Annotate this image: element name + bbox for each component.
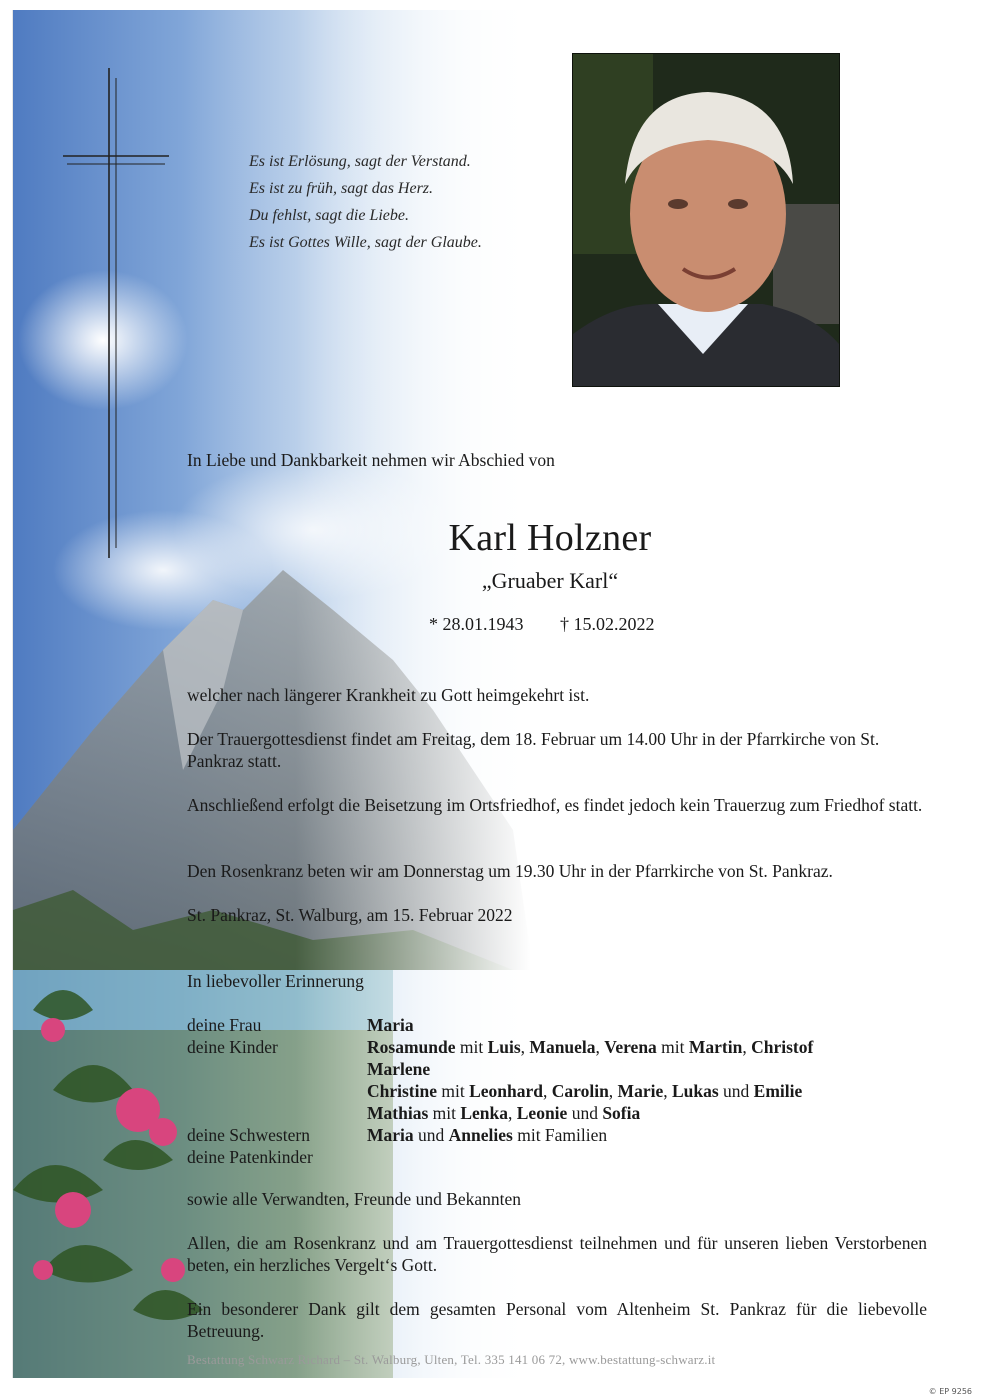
child-name: Christof [751, 1037, 814, 1057]
sister-name: Annelies [448, 1125, 513, 1145]
poem-line: Es ist zu früh, sagt das Herz. [249, 180, 434, 197]
child-name: Mathias [367, 1103, 429, 1123]
grandchild-name: Marie [617, 1081, 664, 1101]
poem-line: Es ist Gottes Wille, sagt der Glaube. [249, 234, 482, 251]
connector: mit [432, 1103, 456, 1123]
connector: und [418, 1125, 445, 1145]
place-and-date: St. Pankraz, St. Walburg, am 15. Februar 2022 [187, 905, 513, 925]
child-name: Christine [367, 1081, 437, 1101]
sisters-label: deine Schwestern [187, 1125, 310, 1145]
funeral-home-footer: Bestattung Schwarz Richard – St. Walburg, Ulten, Tel. 335 141 06 72, www.bestattung-schwarz.it [187, 1352, 716, 1367]
children-label: deine Kinder [187, 1037, 278, 1057]
grandchild-name: Leonie [516, 1103, 568, 1123]
separator: , [543, 1081, 548, 1101]
obituary-card [12, 10, 955, 1378]
grandchild-name: Leonhard [469, 1081, 543, 1101]
grandchild-name: Manuela [529, 1037, 596, 1057]
poem-line: Du fehlst, sagt die Liebe. [249, 207, 409, 224]
separator: , [663, 1081, 668, 1101]
death-date: † 15.02.2022 [560, 614, 655, 634]
deceased-name: Karl Holzner [448, 517, 652, 559]
grandchild-name: Lenka [460, 1103, 508, 1123]
grandchild-name: Sofia [602, 1103, 641, 1123]
intro-text: In Liebe und Dankbarkeit nehmen wir Abschied von [187, 450, 555, 470]
child-name: Rosamunde [367, 1037, 456, 1057]
sister-name: Maria [367, 1125, 414, 1145]
poem-line: Es ist Erlösung, sagt der Verstand. [249, 153, 471, 170]
connector: mit [441, 1081, 465, 1101]
wife-label: deine Frau [187, 1015, 262, 1035]
separator: , [595, 1037, 600, 1057]
separator: , [608, 1081, 614, 1101]
separator: , [520, 1037, 526, 1057]
connector: mit Familien [517, 1125, 608, 1145]
connector: mit [459, 1037, 484, 1057]
grandchild-name: Carolin [551, 1081, 609, 1101]
paragraph-thanks-care-home: Ein besonderer Dank gilt dem gesamten Personal vom Altenheim St. Pankraz für die liebevolle Betreuung. [187, 1299, 927, 1341]
cross-icon [63, 68, 173, 558]
deceased-nickname: „Gruaber Karl“ [481, 568, 619, 593]
connector: mit [661, 1037, 685, 1057]
paragraph-rosary: Den Rosenkranz beten wir am Donnerstag um 19.30 Uhr in der Pfarrkirche von St. Pankraz. [187, 861, 833, 881]
connector: und [571, 1103, 598, 1123]
portrait-photo [573, 54, 839, 386]
partner-name: Martin [688, 1037, 743, 1057]
grandchild-name: Lukas [671, 1081, 719, 1101]
life-dates [429, 614, 655, 635]
grandchild-name: Emilie [753, 1081, 803, 1101]
print-code: © EP 9256 [928, 1387, 972, 1396]
in-loving-memory: In liebevoller Erinnerung [187, 971, 364, 991]
godchildren-label: deine Patenkinder [187, 1147, 313, 1167]
connector: und [723, 1081, 750, 1101]
child-name: Verena [604, 1037, 657, 1057]
paragraph-funeral-service: Der Trauergottesdienst findet am Freitag, dem 18. Februar um 14.00 Uhr in der Pfarrkirche von St. Pankraz statt. [187, 729, 880, 771]
other-mourners: sowie alle Verwandten, Freunde und Bekannten [187, 1189, 522, 1209]
paragraph-return-to-god: welcher nach längerer Krankheit zu Gott heimgekehrt ist. [187, 685, 590, 705]
child-name: Marlene [367, 1059, 431, 1079]
poem [249, 148, 579, 256]
paragraph-thanks-prayers: Allen, die am Rosenkranz und am Trauergottesdienst teilnehmen und für unseren lieben Verstorbenen beten, ein herzliches Vergelt‘s Gott. [187, 1233, 927, 1275]
wife-name: Maria [367, 1015, 414, 1035]
separator: , [508, 1103, 513, 1123]
separator: , [742, 1037, 747, 1057]
grandchild-name: Luis [487, 1037, 521, 1057]
paragraph-burial: Anschließend erfolgt die Beisetzung im Ortsfriedhof, es findet jedoch kein Trauerzug zum Friedhof statt. [187, 795, 923, 815]
birth-date: * 28.01.1943 [429, 614, 524, 634]
